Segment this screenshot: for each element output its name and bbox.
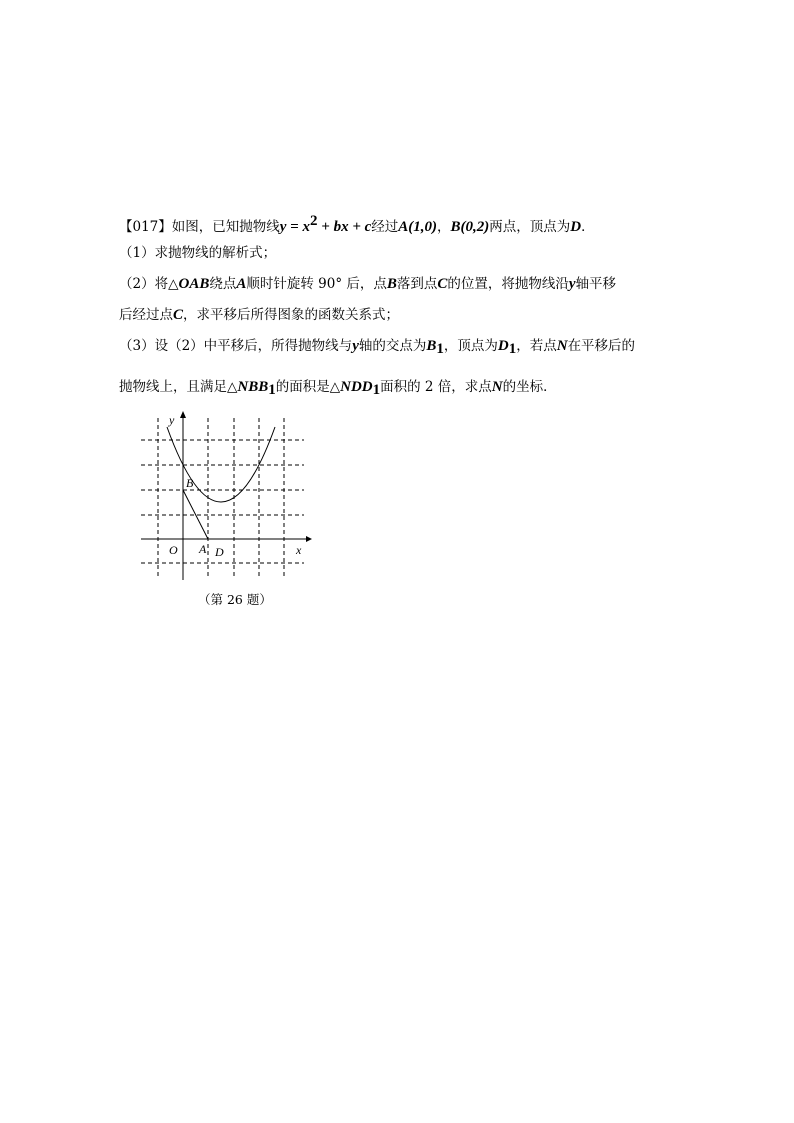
q3-text-6: 抛物线上，且满足 bbox=[119, 379, 227, 395]
origin-label: O bbox=[169, 543, 178, 557]
q3-text-1: （3）设（2）中平移后，所得抛物线与 bbox=[119, 338, 353, 354]
point-a-label: A bbox=[199, 542, 207, 556]
problem-mid1: 经过 bbox=[371, 219, 399, 235]
problem-mid2: 两点，顶点为 bbox=[489, 219, 571, 235]
point-c-2: C bbox=[173, 307, 184, 323]
triangle-symbol-3: △ bbox=[329, 379, 341, 395]
point-d1: D bbox=[497, 338, 509, 354]
point-b1: B bbox=[426, 338, 437, 354]
axis-y-ref-2: y bbox=[352, 338, 359, 354]
q2-text-7: 后经过点 bbox=[119, 307, 173, 323]
point-n: N bbox=[556, 338, 568, 354]
triangle-ndd: NDD bbox=[340, 379, 373, 395]
axis-y-ref: y bbox=[568, 276, 576, 292]
q2-text-4: 落到点 bbox=[396, 276, 438, 292]
q3-text-5: 在平移后的 bbox=[567, 338, 636, 354]
q3-text-7: 的面积是 bbox=[275, 379, 330, 395]
y-axis-label: y bbox=[169, 413, 175, 427]
q3-text-8: 面积的 2 倍，求点 bbox=[380, 379, 492, 395]
point-b-label: B bbox=[186, 476, 194, 490]
q2-text-2: 绕点 bbox=[209, 276, 237, 292]
question-3-line-1 bbox=[119, 337, 635, 358]
x-axis-label: x bbox=[296, 543, 302, 557]
point-c: C bbox=[437, 276, 448, 292]
parabola-figure bbox=[136, 408, 316, 590]
q3-text-9: 的坐标． bbox=[502, 379, 557, 395]
equation-equals: = bbox=[286, 219, 303, 235]
x-axis-arrow bbox=[306, 536, 312, 542]
point-a: A bbox=[236, 276, 247, 292]
question-3-line-2 bbox=[119, 378, 557, 399]
q2-text-1: （2）将 bbox=[119, 276, 169, 292]
q3-text-3: ，顶点为 bbox=[443, 338, 498, 354]
question-1-text: （1）求抛物线的解析式； bbox=[119, 245, 277, 261]
q3-text-2: 轴的交点为 bbox=[358, 338, 427, 354]
equation-y: y bbox=[279, 219, 287, 235]
problem-comma: ， bbox=[437, 219, 451, 235]
equation-rest: + bx + c bbox=[317, 219, 372, 235]
question-2-line-2 bbox=[119, 306, 399, 324]
equation-x: x bbox=[302, 219, 311, 235]
problem-statement bbox=[119, 212, 595, 236]
q2-text-3: 顺时针旋转 90° 后，点 bbox=[246, 276, 387, 292]
figure-caption: （第 26 题） bbox=[198, 592, 272, 607]
triangle-symbol: △ bbox=[168, 276, 179, 292]
triangle-nbb-sub: 1 bbox=[268, 382, 276, 398]
point-d-label: D bbox=[215, 545, 224, 559]
triangle-symbol-2: △ bbox=[227, 379, 238, 395]
question-2-line-1 bbox=[119, 275, 616, 293]
triangle-oab: OAB bbox=[178, 276, 210, 292]
point-b1-sub: 1 bbox=[436, 341, 444, 357]
triangle-ndd-sub: 1 bbox=[372, 382, 381, 398]
q3-text-4: ，若点 bbox=[516, 338, 557, 354]
question-1 bbox=[119, 244, 276, 262]
problem-intro: 如图，已知抛物线 bbox=[171, 219, 280, 235]
y-axis-arrow bbox=[180, 411, 186, 418]
point-d: D bbox=[570, 219, 582, 235]
point-b: B bbox=[386, 276, 397, 292]
q2-text-6: 轴平移 bbox=[575, 276, 617, 292]
point-b-coord: B(0,2) bbox=[450, 219, 490, 235]
triangle-nbb: NBB bbox=[237, 379, 269, 395]
point-a-coord: A(1,0) bbox=[398, 219, 438, 235]
problem-tag: 【017】 bbox=[119, 219, 172, 235]
q2-text-8: ，求平移后所得图象的函数关系式； bbox=[183, 307, 400, 323]
problem-end: ． bbox=[581, 219, 595, 235]
q2-text-5: 的位置，将抛物线沿 bbox=[447, 276, 569, 292]
point-n-2: N bbox=[491, 379, 503, 395]
point-d1-sub: 1 bbox=[508, 341, 517, 357]
equation-exponent: 2 bbox=[310, 213, 318, 229]
parabola-graph bbox=[136, 408, 316, 586]
